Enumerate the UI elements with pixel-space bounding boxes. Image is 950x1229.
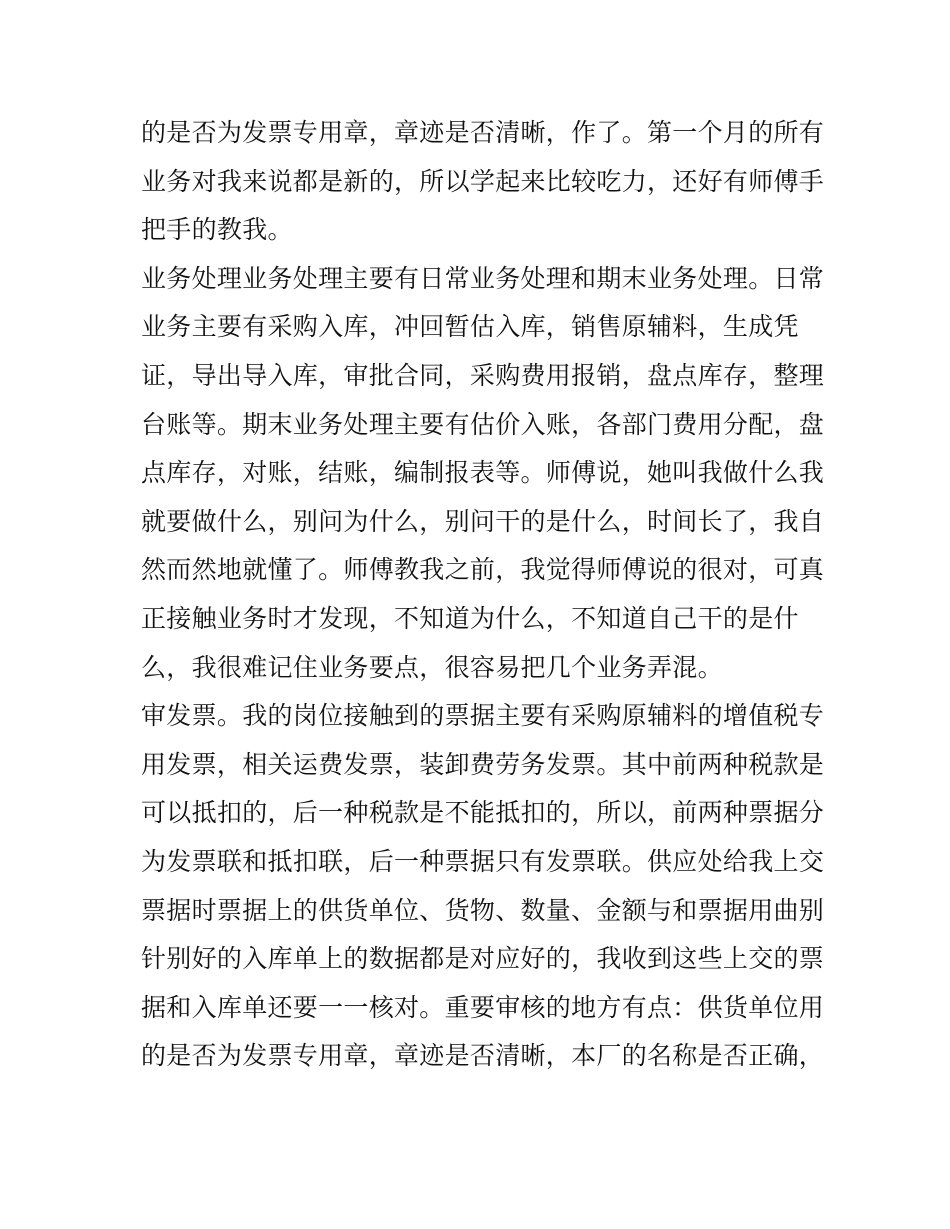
document-body [141,109,825,1081]
text-line: 台账等。期末业务处理主要有估价入账，各部门费用分配，盘 [141,409,825,439]
text-line: 么，我很难记住业务要点，很容易把几个业务弄混。 [141,652,723,682]
text-line: 的是否为发票专用章，章迹是否清晰，本厂的名称是否正确， [141,1041,825,1071]
text-line: 点库存，对账，结账，编制报表等。师傅说，她叫我做什么我 [141,458,825,488]
text-line: 审发票。我的岗位接触到的票据主要有采购原辅料的增值税专 [141,701,825,731]
text-line: 据和入库单还要一一核对。重要审核的地方有点：供货单位用 [141,992,825,1022]
text-line: 正接触业务时才发现，不知道为什么，不知道自己干的是什 [141,603,799,633]
text-line: 的是否为发票专用章，章迹是否清晰，作了。第一个月的所有 [141,118,825,147]
text-line: 用发票，相关运费发票，装卸费劳务发票。其中前两种税款是 [141,749,825,779]
text-line: 业务主要有采购入库，冲回暂估入库，销售原辅料，生成凭 [141,312,799,342]
text-line: 然而然地就懂了。师傅教我之前，我觉得师傅说的很对，可真 [141,555,825,585]
text-line: 业务处理业务处理主要有日常业务处理和期末业务处理。日常 [141,263,825,293]
text-line: 把手的教我。 [141,215,293,245]
text-line: 为发票联和抵扣联，后一种票据只有发票联。供应处给我上交 [141,846,825,876]
text-line: 证，导出导入库，审批合同，采购费用报销，盘点库存，整理 [141,360,825,390]
text-line: 票据时票据上的供货单位、货物、数量、金额与和票据用曲别 [141,895,825,925]
text-line: 就要做什么，别问为什么，别问干的是什么，时间长了，我自 [141,506,825,536]
text-line: 业务对我来说都是新的，所以学起来比较吃力，还好有师傅手 [141,166,825,196]
text-line: 可以抵扣的，后一种税款是不能抵扣的，所以，前两种票据分 [141,798,825,828]
text-line: 针别好的入库单上的数据都是对应好的，我收到这些上交的票 [141,944,825,974]
